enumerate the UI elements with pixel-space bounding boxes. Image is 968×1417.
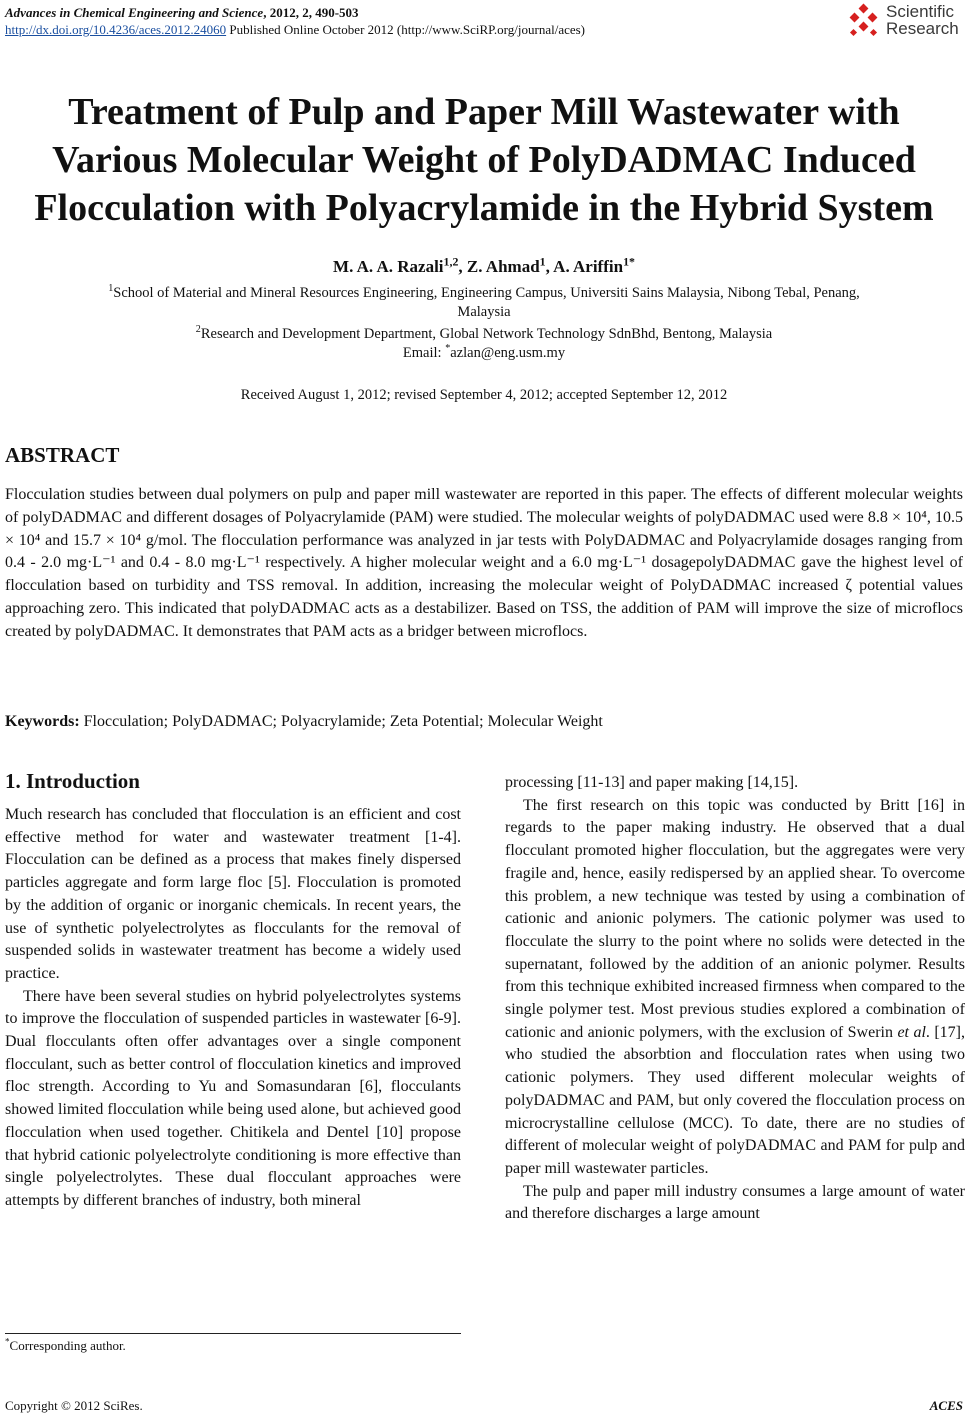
author-affiliation-mark: 1: [539, 254, 546, 269]
doi-line: [5, 21, 585, 38]
affiliation-1: [0, 284, 968, 322]
affiliation-2: [0, 325, 968, 344]
author-affiliation-mark: 1*: [623, 254, 635, 269]
paragraph-italic: et al: [897, 1023, 926, 1041]
affiliation-text: School of Material and Mineral Resources Engineering, Engineering Campus, Universiti Sains Malaysia, Nibong Tebal, Penang,: [113, 285, 860, 301]
body-paragraph: The pulp and paper mill industry consumes a large amount of water and therefore discharges a large amount: [505, 1182, 965, 1223]
keywords-line: [5, 713, 603, 731]
journal-name: Advances in Chemical Engineering and Science: [5, 5, 264, 20]
footnote-mark: *: [5, 1336, 10, 1347]
footnote: [5, 1338, 126, 1354]
published-info: Published Online October 2012 (http://www.SciRP.org/journal/aces): [226, 22, 586, 37]
paragraph-text: . [17], who studied the absorbtion and flocculation rates when using two cationic polymers. They used different molecular weights of polyDADMAC and PAM, but only covered the flocculation process on microcrystalline cellulose (MCC). To date, there are no studies of different of molecular weight of polyDADMAC and PAM for pulp and paper mill wastewater particles.: [505, 1023, 965, 1177]
body-paragraph: processing [11-13] and paper making [14,15].: [505, 774, 799, 791]
affiliation-mark: 2: [195, 324, 201, 336]
doi-link[interactable]: http://dx.doi.org/10.4236/aces.2012.24060: [5, 22, 227, 37]
email-line: [0, 344, 968, 363]
title-line: Treatment of Pulp and Paper Mill Wastewater with: [68, 91, 900, 133]
author-name: M. A. A. Razali: [333, 257, 444, 276]
title-line: Various Molecular Weight of PolyDADMAC Induced: [52, 139, 916, 181]
running-header: [5, 4, 585, 38]
author-list: M. A. A. Razali$^{1,2}$, Z. Ahmad$^1$, A. Ariffin$^{1*}$: [333, 254, 635, 276]
received-dates: Received August 1, 2012; revised September 4, 2012; accepted September 12, 2012: [240, 387, 728, 403]
logo-word-research: Research: [886, 19, 959, 38]
body-paragraph: Much research has concluded that flocculation is an efficient and cost effective method for water and wastewater treatment [1-4]. Flocculation can be defined as a process that makes finely dispersed particles aggregate and form large floc [5]. Flocculation is promoted by the addition of organic or inorganic chemicals. In recent years, the use of synthetic polyelectrolytes as flocculants for the removal of suspended solids in wastewater treatment has become a widely used practice.: [5, 806, 461, 982]
section-heading-introduction: 1. Introduction: [5, 769, 140, 793]
body-paragraph: [505, 795, 965, 1181]
author-name: Z. Ahmad: [466, 257, 540, 276]
journal-citation: [5, 4, 585, 21]
body-paragraph: There have been several studies on hybrid polyelectrolytes systems to improve the flocculation of suspended particles in wastewater [6-9]. Dual flocculants often offer advantages over a single component flocculant, such as better control of flocculation kinetics and improved floc strength. According to Yu and Somasundaran [6], flocculants showed limited flocculation while being used alone, but achieved good flocculation when used together. Chitikela and Dentel [10] propose that hybrid cationic polyelectrolyte conditioning is more effective than single polyelectrolytes. These dual flocculant approaches were attempts by different branches of industry, both mineral: [5, 987, 461, 1209]
title-line: Flocculation with Polyacrylamide in the Hybrid System: [34, 187, 934, 229]
author-name: A. Ariffin: [553, 257, 624, 276]
affiliation-mark: 1: [108, 283, 114, 295]
abstract-text: Flocculation studies between dual polymers on pulp and paper mill wastewater are reported in this paper. The effects of different molecular weights of polyDADMAC and different dosages of Polyacrylamide (PAM) were studied. The molecular weights of polyDADMAC used were 8.8 × 10⁴, 10.5 × 10⁴ and 15.7 × 10⁴ g/mol. The flocculation performance was analyzed in jar tests with PolyDADMAC and Polyacrylamide dosages ranging from 0.4 - 2.0 mg·L⁻¹ and 0.4 - 8.0 mg·L⁻¹ respectively. A higher molecular weight and a 6.0 mg·L⁻¹ dosagepolyDADMAC gave the highest level of flocculation based on turbidity and TSS removal. In addition, increasing the molecular weight of PolyDADMAC increased ζ potential values approaching zero. This indicated that polyDADMAC acts as a destabilizer. Based on TSS, the addition of PAM will improve the size of microflocs created by polyDADMAC. It demonstrates that PAM acts as a bridger between microflocs.: [5, 486, 963, 640]
keywords-label: Keywords:: [5, 713, 80, 730]
corresponding-mark: *: [445, 343, 451, 355]
email-address[interactable]: azlan@eng.usm.my: [450, 345, 566, 361]
left-column: [5, 768, 461, 1213]
affiliation-text: Research and Development Department, Global Network Technology SdnBhd, Bentong, Malaysia: [200, 326, 773, 342]
logo-mark-icon: [846, 3, 882, 39]
abstract-heading: ABSTRACT: [5, 443, 120, 467]
logo-word-scientific: Scientific: [886, 2, 955, 21]
email-label: Email:: [402, 345, 446, 361]
keywords-text: Flocculation; PolyDADMAC; Polyacrylamide; Zeta Potential; Molecular Weight: [79, 713, 603, 730]
copyright-notice: Copyright © 2012 SciRes.: [5, 1398, 143, 1413]
publisher-logo: [846, 1, 966, 41]
volume-info: , 2012, 2, 490-503: [263, 5, 359, 20]
affiliation-text: Malaysia: [457, 304, 511, 320]
footnote-divider: [5, 1333, 461, 1334]
paper-title: [0, 88, 968, 232]
right-column: [505, 772, 965, 1226]
journal-abbreviation: ACES: [929, 1398, 963, 1413]
paragraph-text: The first research on this topic was conducted by Britt [16] in regards to the paper making industry. He observed that a dual flocculant promoted higher flocculation, but the aggregates were very fragile and, hence, easily redispersed by an applied shear. To overcome this problem, a new technique was tested by using a combination of cationic and anionic polymers. The cationic polymer was used to flocculate the slurry to the point where no solids were detected in the supernatant, followed by the addition of an anionic polymer. Results from this technique exhibited increased firmness when compared to the single polymer test. Most previous studies explored a combination of cationic and anionic polymers, with the exclusion of Swerin: [505, 796, 965, 1041]
footnote-text: Corresponding author.: [9, 1338, 126, 1353]
author-affiliation-mark: 1,2: [443, 254, 459, 269]
